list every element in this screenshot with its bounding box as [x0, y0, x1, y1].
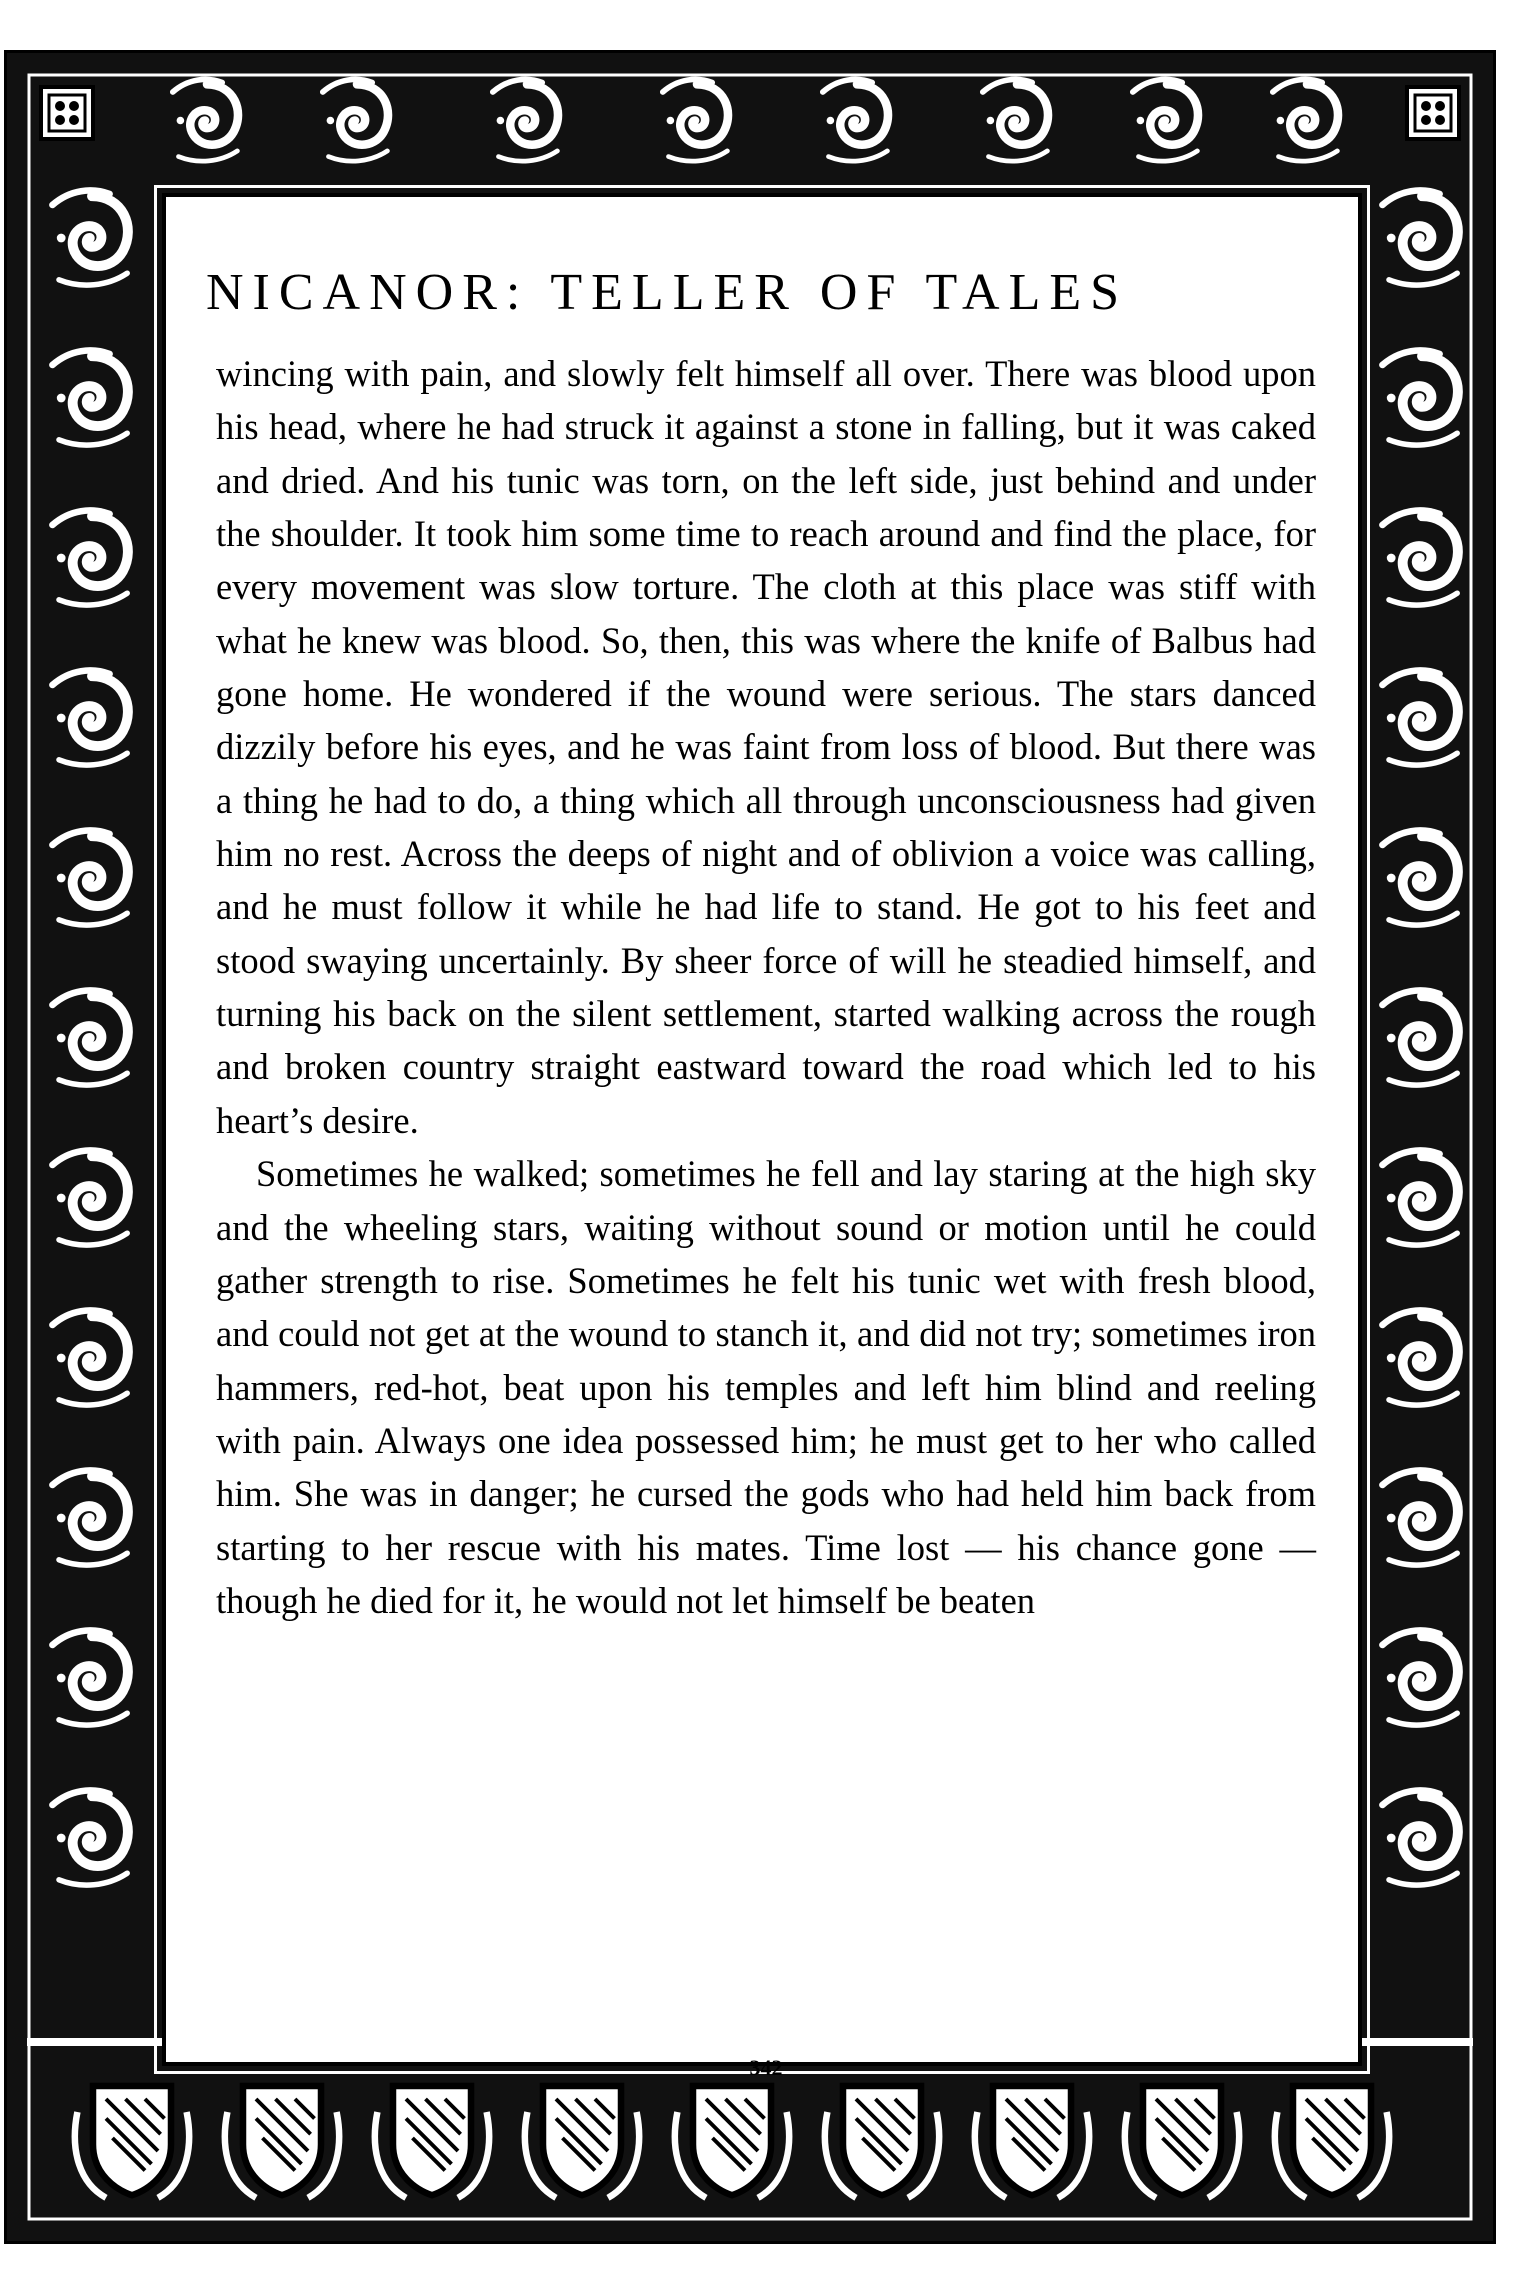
paragraph: wincing with pain, and slowly felt himself all over. There was blood upon his head, where he had struck it against a stone in falling, but it was caked and dried. And his tunic was torn, on the left side, just behind and under the shoulder. It took him some time to reach around and find the place, for every movement was slow torture. The cloth at this place was stiff with what he knew was blood. So, then, this was where the knife of Balbus had gone home. He wondered if the wound were serious. The stars danced dizzily before his eyes, and he was faint from loss of blood. But there was a thing he had to do, a thing which all through unconsciousness had given him no rest. Across the deeps of night and of oblivion a voice was calling, and he must follow it while he had life to stand. He got to his feet and stood swaying uncertainly. By sheer force of will he steadied himself, and turning his back on the silent settlement, started walking across the rough and broken country straight eastward toward the road which led to his heart’s desire. [216, 353, 1316, 1141]
ornamental-border [4, 50, 1496, 2244]
running-head: NICANOR: TELLER OF TALES [206, 264, 1129, 321]
page-number: 342 [749, 2055, 783, 2080]
text-panel [162, 193, 1362, 2080]
body-text [216, 347, 1316, 1627]
paragraph: Sometimes he walked; sometimes he fell and lay staring at the high sky and the wheeling stars, waiting without sound or motion until he could gather strength to rise. Sometimes he felt his tunic wet with fresh blood, and could not get at the wound to stanch it, and did not try; sometimes iron hammers, red-hot, beat upon his temples and left him blind and reeling with pain. Always one idea possessed him; he must get to her who called him. She was in danger; he cursed the gods who had held him back from starting to her rescue with his mates. Time lost — his chance gone — though he died for it, he would not let himself be beaten [216, 1153, 1316, 1621]
